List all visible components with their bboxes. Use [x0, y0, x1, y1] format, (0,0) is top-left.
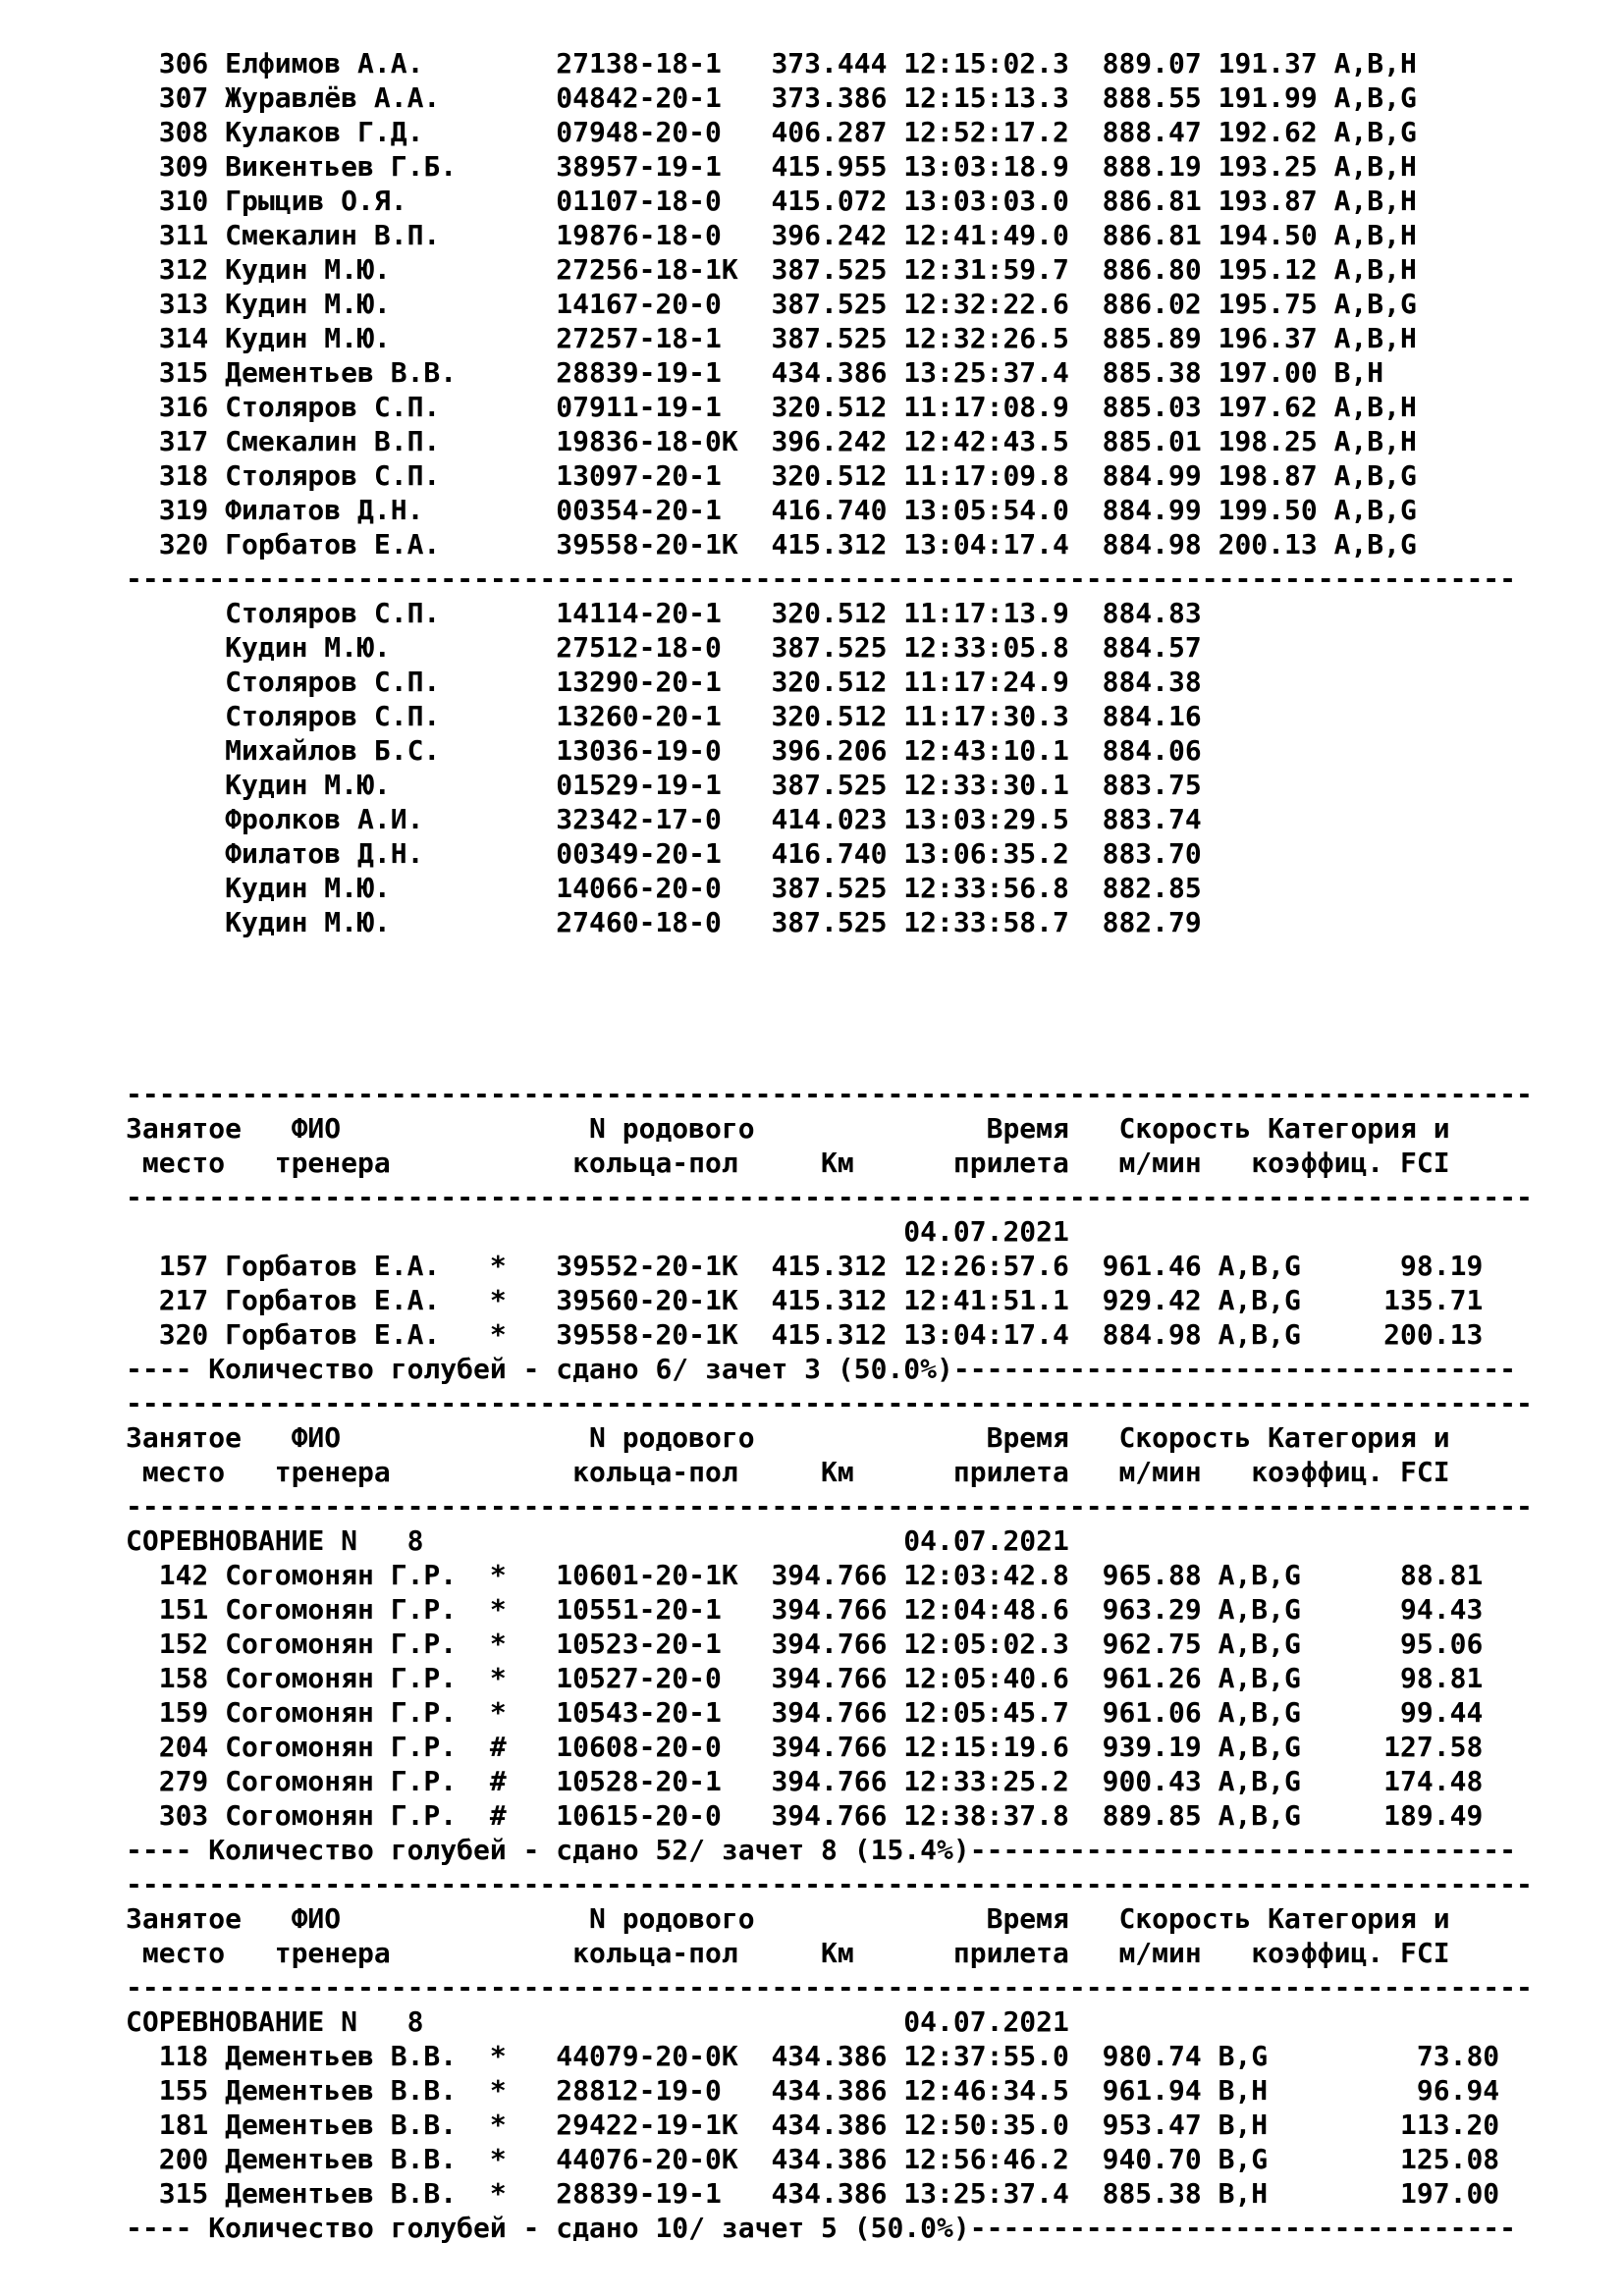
column-header-line: Занятое ФИО N родового Время Скорость Категория и — [126, 1112, 1450, 1145]
result-row: 306 Елфимов А.А. 27138-18-1 373.444 12:15:02.3 889.07 191.37 A,B,H — [126, 47, 1417, 80]
result-row: 310 Грыцив О.Я. 01107-18-0 415.072 13:03:03.0 886.81 193.87 A,B,H — [126, 185, 1417, 217]
result-row: 314 Кудин М.Ю. 27257-18-1 387.525 12:32:26.5 885.89 196.37 A,B,H — [126, 322, 1417, 354]
result-row: 312 Кудин М.Ю. 27256-18-1K 387.525 12:31:59.7 886.80 195.12 A,B,H — [126, 253, 1417, 286]
result-row: 303 Согомонян Г.Р. # 10615-20-0 394.766 12:38:37.8 889.85 A,B,G 189.49 — [126, 1799, 1484, 1832]
result-row: 317 Смекалин В.П. 19836-18-0K 396.242 12:42:43.5 885.01 198.25 A,B,H — [126, 425, 1417, 457]
result-row: 200 Дементьев В.В. * 44076-20-0K 434.386 12:56:46.2 940.70 B,G 125.08 — [126, 2143, 1500, 2175]
column-header-line: место тренера кольца-пол Км прилета м/мин коэффиц. FCI — [126, 1147, 1450, 1179]
unplaced-row: Фролков А.И. 32342-17-0 414.023 13:03:29.5 883.74 — [126, 803, 1202, 835]
result-row: 318 Столяров С.П. 13097-20-1 320.512 11:17:09.8 884.99 198.87 A,B,G — [126, 459, 1417, 492]
unplaced-row: Кудин М.Ю. 27460-18-0 387.525 12:33:58.7 882.79 — [126, 906, 1202, 938]
unplaced-row: Столяров С.П. 14114-20-1 320.512 11:17:13.9 884.83 — [126, 597, 1202, 629]
result-row: 217 Горбатов Е.А. * 39560-20-1K 415.312 12:41:51.1 929.42 A,B,G 135.71 — [126, 1284, 1484, 1316]
result-row: 155 Дементьев В.В. * 28812-19-0 434.386 12:46:34.5 961.94 B,H 96.94 — [126, 2074, 1500, 2107]
unplaced-row: Кудин М.Ю. 27512-18-0 387.525 12:33:05.8 884.57 — [126, 631, 1202, 664]
unplaced-row: Кудин М.Ю. 01529-19-1 387.525 12:33:30.1 883.75 — [126, 769, 1202, 801]
result-row: 151 Согомонян Г.Р. * 10551-20-1 394.766 12:04:48.6 963.29 A,B,G 94.43 — [126, 1593, 1484, 1626]
result-row: 311 Смекалин В.П. 19876-18-0 396.242 12:41:49.0 886.81 194.50 A,B,H — [126, 219, 1417, 251]
result-row: 307 Журавлёв А.А. 04842-20-1 373.386 12:15:13.3 888.55 191.99 A,B,G — [126, 81, 1417, 114]
result-row: 159 Согомонян Г.Р. * 10543-20-1 394.766 12:05:45.7 961.06 A,B,G 99.44 — [126, 1696, 1484, 1729]
summary-line: ---- Количество голубей - сдано 6/ зачет 3 (50.0%)---------------------------------- — [126, 1353, 1517, 1385]
unplaced-row: Михайлов Б.С. 13036-19-0 396.206 12:43:10.1 884.06 — [126, 734, 1202, 767]
separator-line: ------------------------------------------------------------------------------------- — [126, 1078, 1533, 1110]
result-row: 316 Столяров С.П. 07911-19-1 320.512 11:17:08.9 885.03 197.62 A,B,H — [126, 391, 1417, 423]
competition-header-line: СОРЕВНОВАНИЕ N 8 04.07.2021 — [126, 1524, 1069, 1557]
result-row: 279 Согомонян Г.Р. # 10528-20-1 394.766 12:33:25.2 900.43 A,B,G 174.48 — [126, 1765, 1484, 1797]
column-header-line: Занятое ФИО N родового Время Скорость Категория и — [126, 1902, 1450, 1935]
result-row: 158 Согомонян Г.Р. * 10527-20-0 394.766 12:05:40.6 961.26 A,B,G 98.81 — [126, 1662, 1484, 1694]
separator-line: ------------------------------------------------------------------------------------- — [126, 1490, 1533, 1522]
result-row: 142 Согомонян Г.Р. * 10601-20-1K 394.766 12:03:42.8 965.88 A,B,G 88.81 — [126, 1559, 1484, 1591]
result-row: 309 Викентьев Г.Б. 38957-19-1 415.955 13:03:18.9 888.19 193.25 A,B,H — [126, 150, 1417, 183]
unplaced-row: Столяров С.П. 13260-20-1 320.512 11:17:30.3 884.16 — [126, 700, 1202, 732]
result-row: 313 Кудин М.Ю. 14167-20-0 387.525 12:32:22.6 886.02 195.75 A,B,G — [126, 288, 1417, 320]
result-row: 320 Горбатов Е.А. * 39558-20-1K 415.312 13:04:17.4 884.98 A,B,G 200.13 — [126, 1318, 1484, 1351]
column-header-line: место тренера кольца-пол Км прилета м/мин коэффиц. FCI — [126, 1937, 1450, 1969]
summary-line: ---- Количество голубей - сдано 10/ зачет 5 (50.0%)--------------------------------- — [126, 2212, 1517, 2244]
summary-line: ---- Количество голубей - сдано 52/ зачет 8 (15.4%)--------------------------------- — [126, 1834, 1517, 1866]
separator-line: ------------------------------------------------------------------------------------- — [126, 1868, 1533, 1900]
result-row: 315 Дементьев В.В. * 28839-19-1 434.386 13:25:37.4 885.38 B,H 197.00 — [126, 2177, 1500, 2210]
column-header-line: место тренера кольца-пол Км прилета м/мин коэффиц. FCI — [126, 1456, 1450, 1488]
result-row: 204 Согомонян Г.Р. # 10608-20-0 394.766 12:15:19.6 939.19 A,B,G 127.58 — [126, 1731, 1484, 1763]
separator-line: ------------------------------------------------------------------------------------- — [126, 1181, 1533, 1213]
competition-header-line: 04.07.2021 — [126, 1215, 1069, 1248]
separator-line: ------------------------------------------------------------------------------------- — [126, 1971, 1533, 2003]
result-row: 152 Согомонян Г.Р. * 10523-20-1 394.766 12:05:02.3 962.75 A,B,G 95.06 — [126, 1628, 1484, 1660]
separator-line: ------------------------------------------------------------------------------------ — [126, 562, 1517, 595]
result-row: 118 Дементьев В.В. * 44079-20-0K 434.386 12:37:55.0 980.74 B,G 73.80 — [126, 2040, 1500, 2072]
result-row: 320 Горбатов Е.А. 39558-20-1K 415.312 13:04:17.4 884.98 200.13 A,B,G — [126, 528, 1417, 561]
separator-line: ------------------------------------------------------------------------------------- — [126, 1387, 1533, 1419]
competition-header-line: СОРЕВНОВАНИЕ N 8 04.07.2021 — [126, 2005, 1069, 2038]
unplaced-row: Кудин М.Ю. 14066-20-0 387.525 12:33:56.8 882.85 — [126, 872, 1202, 904]
result-row: 308 Кулаков Г.Д. 07948-20-0 406.287 12:52:17.2 888.47 192.62 A,B,G — [126, 116, 1417, 148]
unplaced-row: Столяров С.П. 13290-20-1 320.512 11:17:24.9 884.38 — [126, 666, 1202, 698]
result-row: 319 Филатов Д.Н. 00354-20-1 416.740 13:05:54.0 884.99 199.50 A,B,G — [126, 494, 1417, 526]
result-row: 157 Горбатов Е.А. * 39552-20-1K 415.312 12:26:57.6 961.46 A,B,G 98.19 — [126, 1250, 1484, 1282]
column-header-line: Занятое ФИО N родового Время Скорость Категория и — [126, 1421, 1450, 1454]
result-row: 181 Дементьев В.В. * 29422-19-1K 434.386 12:50:35.0 953.47 B,H 113.20 — [126, 2109, 1500, 2141]
result-row: 315 Дементьев В.В. 28839-19-1 434.386 13:25:37.4 885.38 197.00 B,H — [126, 356, 1384, 389]
unplaced-row: Филатов Д.Н. 00349-20-1 416.740 13:06:35.2 883.70 — [126, 837, 1202, 870]
